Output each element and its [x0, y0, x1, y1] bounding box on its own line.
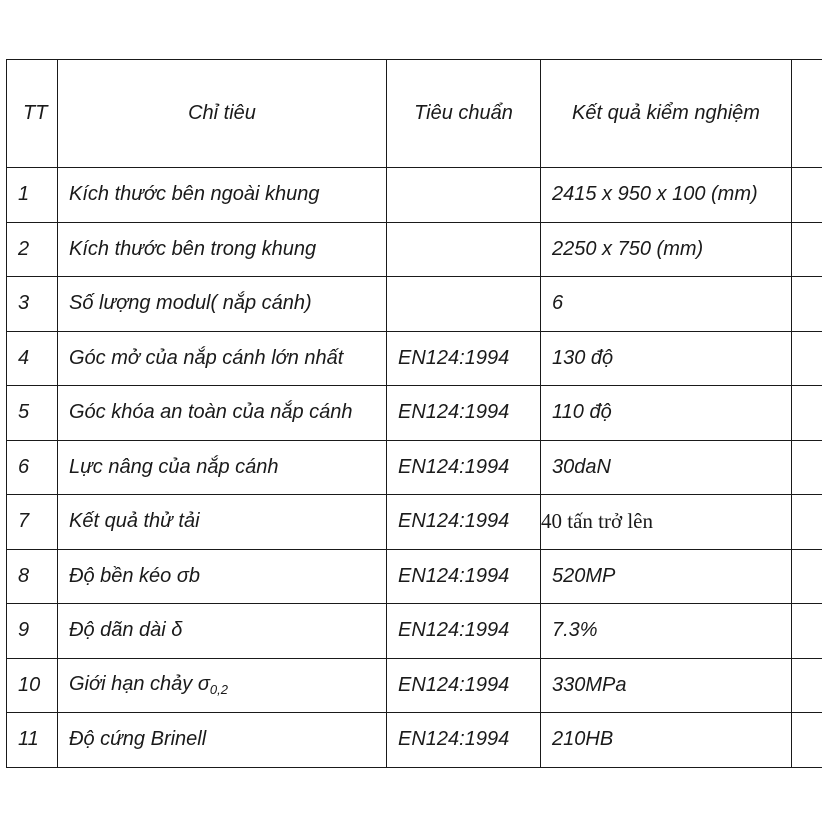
row-extra-cell — [792, 549, 822, 604]
row-criterion: Số lượng modul( nắp cánh) — [58, 277, 387, 332]
table-row — [7, 604, 822, 659]
table-row — [7, 713, 822, 768]
spec-table — [6, 59, 822, 768]
row-criterion: Độ bền kéo σb — [58, 549, 387, 604]
row-standard: EN124:1994 — [387, 658, 541, 713]
row-extra-cell — [792, 658, 822, 713]
criterion-subscript: 0,2 — [209, 682, 228, 698]
row-tt: 6 — [7, 440, 58, 495]
row-criterion: Độ cứng Brinell — [58, 713, 387, 768]
header-criterion: Chỉ tiêu — [58, 60, 387, 168]
header-standard: Tiêu chuẩn — [387, 60, 541, 168]
row-result: 110 độ — [541, 386, 792, 441]
row-criterion: Kết quả thử tải — [58, 495, 387, 550]
row-result: 7.3% — [541, 604, 792, 659]
row-standard: EN124:1994 — [387, 386, 541, 441]
row-criterion: Kích thước bên ngoài khung — [58, 168, 387, 223]
row-result: 130 độ — [541, 331, 792, 386]
row-criterion: Độ dãn dài δ — [58, 604, 387, 659]
table-row — [7, 168, 822, 223]
header-result: Kết quả kiểm nghiệm — [541, 60, 792, 168]
row-tt: 10 — [7, 658, 58, 713]
table-row — [7, 331, 822, 386]
row-tt: 5 — [7, 386, 58, 441]
table-row — [7, 658, 822, 713]
row-standard — [387, 222, 541, 277]
row-extra-cell — [792, 386, 822, 441]
table-row — [7, 495, 822, 550]
row-tt: 9 — [7, 604, 58, 659]
row-tt: 11 — [7, 713, 58, 768]
row-criterion: Kích thước bên trong khung — [58, 222, 387, 277]
row-tt: 3 — [7, 277, 58, 332]
table-row — [7, 277, 822, 332]
row-standard: EN124:1994 — [387, 331, 541, 386]
criterion-text: Giới hạn chảy σ — [69, 673, 210, 696]
row-result: 40 tấn trở lên — [541, 495, 792, 550]
row-standard — [387, 168, 541, 223]
row-extra-cell — [792, 440, 822, 495]
row-tt: 4 — [7, 331, 58, 386]
row-tt: 8 — [7, 549, 58, 604]
table-row — [7, 222, 822, 277]
header-row — [7, 60, 822, 168]
row-tt: 7 — [7, 495, 58, 550]
table-row — [7, 440, 822, 495]
row-extra-cell — [792, 713, 822, 768]
row-result: 2415 x 950 x 100 (mm) — [541, 168, 792, 223]
row-standard: EN124:1994 — [387, 549, 541, 604]
row-standard: EN124:1994 — [387, 604, 541, 659]
row-extra-cell — [792, 168, 822, 223]
row-result: 30daN — [541, 440, 792, 495]
header-extra-column — [792, 60, 822, 168]
row-extra-cell — [792, 277, 822, 332]
row-standard — [387, 277, 541, 332]
row-criterion — [58, 658, 387, 713]
row-result: 2250 x 750 (mm) — [541, 222, 792, 277]
row-extra-cell — [792, 222, 822, 277]
row-standard: EN124:1994 — [387, 713, 541, 768]
row-tt: 1 — [7, 168, 58, 223]
row-result: 330MPa — [541, 658, 792, 713]
row-extra-cell — [792, 604, 822, 659]
row-result: 210HB — [541, 713, 792, 768]
row-criterion: Góc khóa an toàn của nắp cánh — [58, 386, 387, 441]
row-standard: EN124:1994 — [387, 495, 541, 550]
row-extra-cell — [792, 495, 822, 550]
header-tt: TT — [7, 60, 58, 168]
row-criterion: Lực nâng của nắp cánh — [58, 440, 387, 495]
row-result: 6 — [541, 277, 792, 332]
row-criterion: Góc mở của nắp cánh lớn nhất — [58, 331, 387, 386]
table-row — [7, 549, 822, 604]
row-extra-cell — [792, 331, 822, 386]
row-tt: 2 — [7, 222, 58, 277]
row-standard: EN124:1994 — [387, 440, 541, 495]
row-result: 520MP — [541, 549, 792, 604]
table-row — [7, 386, 822, 441]
